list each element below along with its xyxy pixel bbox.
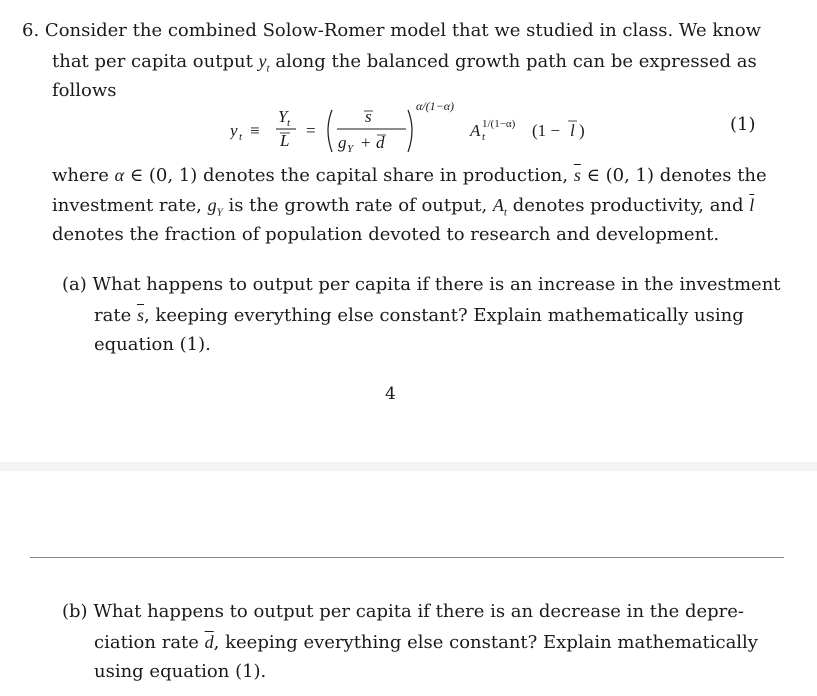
svg-text:y: y: [230, 121, 238, 140]
part-b-line-3: using equation (1).: [94, 661, 267, 682]
svg-text:+: +: [361, 133, 371, 152]
part-b-label: (b): [62, 601, 88, 622]
svg-text:t: t: [239, 131, 243, 143]
svg-text:Y: Y: [347, 143, 354, 155]
part-a-line-1: (a) What happens to output per capita if there is an increase in the investment: [62, 274, 781, 295]
problem-intro-line-1: 6. Consider the combined Solow-Romer model that we studied in class. We know: [22, 20, 762, 41]
where-line-1: where α ∈ (0, 1) denotes the capital share in production, $\overline{s}$ ∈ (0, 1) denotes the: [52, 165, 767, 186]
equation-number: (1): [730, 114, 756, 135]
equation-1: [230, 100, 650, 160]
answer-rule: [30, 557, 784, 558]
svg-text:g: g: [338, 133, 347, 152]
problem-number: 6.: [22, 20, 40, 41]
part-a-label: (a): [62, 274, 87, 295]
part-b-line-1: (b) What happens to output per capita if there is an decrease in the depre-: [62, 601, 744, 622]
svg-text:s: s: [365, 107, 372, 126]
var-y: $y_t$: [258, 51, 270, 75]
svg-text:L: L: [280, 131, 290, 150]
where-line-3: denotes the fraction of population devoted to research and development.: [52, 224, 720, 245]
svg-text:t: t: [482, 131, 486, 143]
part-b-line-2: ciation rate $\overline{d}$, keeping everything else constant? Explain mathematically: [94, 632, 758, 653]
svg-text:): ): [579, 121, 585, 140]
svg-text:≡: ≡: [250, 121, 260, 140]
svg-text:d: d: [376, 133, 385, 152]
problem-intro-line-3: follows: [52, 80, 117, 101]
svg-text:l: l: [570, 121, 575, 140]
svg-text:A: A: [470, 121, 481, 140]
problem-intro-line-2: that per capita output $y_t$ along the balanced growth path can be expressed as: [52, 51, 757, 75]
part-a-line-3: equation (1).: [94, 334, 211, 355]
part-a-line-2: rate $\overline{s}$, keeping everything else constant? Explain mathematically using: [94, 305, 744, 326]
page-number: 4: [385, 384, 396, 404]
svg-text:Y: Y: [278, 107, 288, 126]
where-line-2: investment rate, $g_Y$ is the growth rate of output, $A_t$ denotes productivity, and $\overline{l}$: [52, 195, 755, 219]
svg-text:α/(1−α): α/(1−α): [416, 100, 455, 113]
svg-text:1/(1−α): 1/(1−α): [482, 118, 516, 130]
svg-text:=: =: [306, 121, 316, 140]
svg-text:t: t: [287, 117, 291, 129]
svg-text:(1 −: (1 −: [532, 121, 560, 140]
page-gap: [0, 462, 817, 471]
